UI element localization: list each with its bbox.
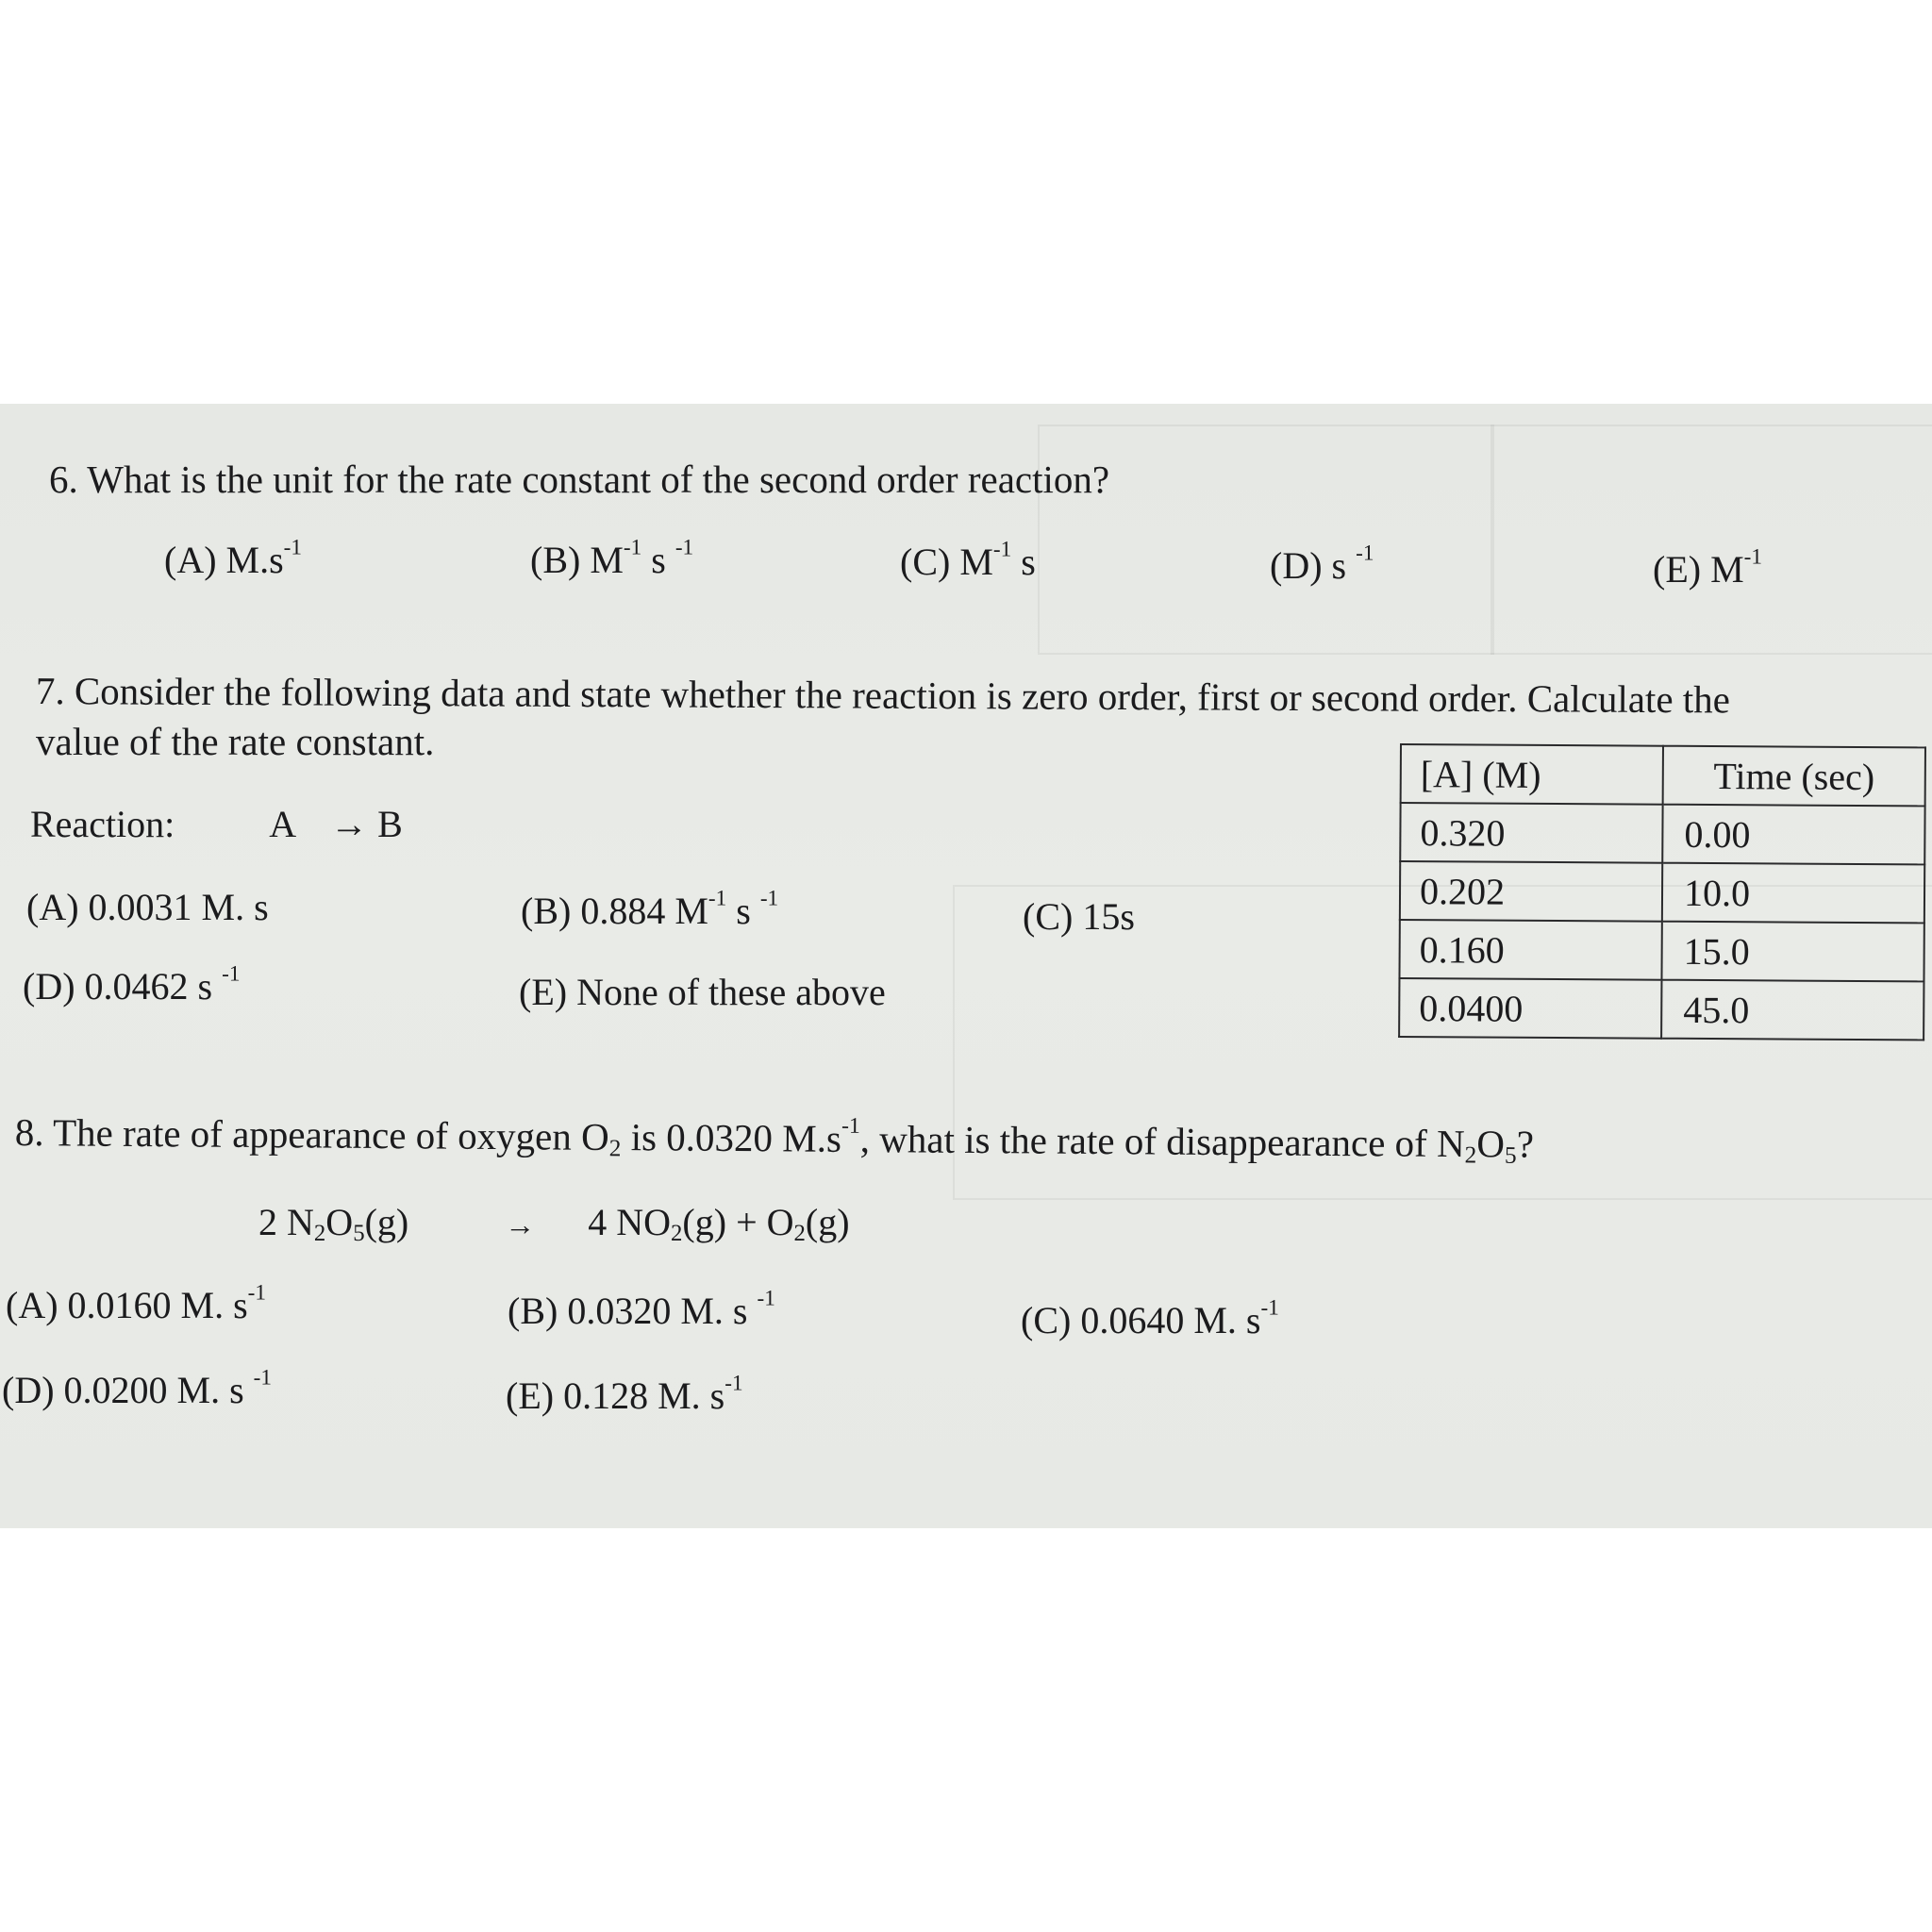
option-unit: M	[959, 541, 993, 583]
table-row	[1399, 920, 1924, 981]
option-label: (B)	[521, 890, 572, 932]
q6-option-e[interactable]	[1653, 544, 1762, 591]
q8-option-c[interactable]	[1021, 1295, 1279, 1341]
table-cell: 0.202	[1400, 861, 1662, 922]
option-value: None of these above	[576, 971, 886, 1013]
subscript: 2	[793, 1221, 806, 1247]
superscript: -1	[841, 1113, 860, 1139]
option-exponent: -1	[623, 535, 642, 560]
reaction-arrow: →	[330, 803, 369, 845]
table-cell: 45.0	[1661, 980, 1924, 1041]
option-label: (D)	[1270, 544, 1323, 587]
option-unit: s	[651, 539, 666, 581]
question-8-prompt: O	[1476, 1122, 1506, 1166]
option-value: 0.0200 M. s	[63, 1369, 244, 1411]
option-exponent: -1	[1743, 544, 1762, 570]
option-value: 0.884	[580, 890, 666, 932]
option-unit: M.s	[225, 539, 284, 581]
option-exponent: -1	[1260, 1295, 1279, 1321]
option-unit: M	[675, 890, 708, 932]
option-value: 15s	[1082, 895, 1135, 938]
product: B	[377, 803, 403, 845]
reactant: A	[269, 803, 297, 845]
table-row	[1400, 803, 1924, 864]
concentration-time-table	[1398, 743, 1926, 1033]
q6-option-c[interactable]	[900, 537, 1036, 583]
column-header-concentration: [A] (M)	[1401, 744, 1663, 805]
coefficient: 4	[588, 1201, 608, 1243]
option-exponent: -1	[708, 886, 727, 911]
option-exponent: -1	[1356, 541, 1374, 566]
reaction-equation	[30, 803, 403, 845]
option-exponent: -1	[724, 1371, 743, 1396]
q7-option-d[interactable]	[23, 961, 241, 1008]
option-label: (C)	[900, 541, 951, 583]
option-value: 0.0462	[84, 965, 189, 1008]
q7-option-b[interactable]	[521, 886, 779, 932]
option-exponent: -1	[675, 535, 694, 560]
option-value: 0.0320 M. s	[567, 1290, 748, 1332]
exam-paper	[0, 404, 1932, 1528]
option-label: (D)	[2, 1369, 55, 1411]
coefficient: 2	[258, 1201, 277, 1243]
option-exponent: -1	[757, 1286, 775, 1311]
option-label: (E)	[519, 971, 568, 1013]
option-unit: s	[736, 890, 751, 932]
formula: O	[325, 1201, 354, 1243]
decomposition-equation	[258, 1201, 850, 1247]
question-7-number: 7.	[35, 669, 65, 713]
question-7-prompt: Consider the following data and state whether the reaction is zero order, first or second order. Calculate the	[74, 669, 1731, 722]
subscript: 2	[671, 1221, 683, 1247]
q7-option-a[interactable]	[26, 886, 269, 928]
option-exponent: -1	[253, 1365, 272, 1391]
reaction-arrow: →	[505, 1208, 536, 1241]
option-value: 0.0031 M. s	[88, 886, 269, 928]
state: (g)	[364, 1201, 409, 1243]
option-label: (C)	[1021, 1299, 1072, 1341]
option-unit: s	[197, 965, 213, 1008]
table-cell: 0.0400	[1399, 978, 1661, 1039]
option-unit: s	[1021, 541, 1036, 583]
reaction-label: Reaction:	[30, 803, 175, 845]
table-cell: 15.0	[1661, 922, 1924, 982]
option-exponent: -1	[759, 886, 779, 911]
data-table	[1398, 743, 1926, 1041]
option-label: (C)	[1023, 895, 1074, 938]
option-label: (D)	[23, 965, 75, 1008]
option-value: 0.0160 M. s	[67, 1284, 248, 1326]
question-6-number: 6.	[49, 458, 78, 501]
subscript: 5	[1504, 1141, 1517, 1169]
q7-option-e[interactable]	[519, 971, 886, 1013]
formula: NO	[616, 1201, 672, 1243]
table-cell: 0.160	[1399, 920, 1661, 980]
option-exponent: -1	[247, 1280, 266, 1306]
subscript: 2	[608, 1135, 622, 1162]
option-label: (E)	[506, 1374, 555, 1417]
q8-option-a[interactable]	[6, 1280, 266, 1326]
table-row	[1400, 861, 1924, 923]
option-exponent: -1	[283, 535, 302, 560]
option-unit: M	[1710, 548, 1744, 591]
subscript: 2	[1464, 1141, 1477, 1169]
option-unit: s	[1331, 544, 1347, 587]
option-exponent: -1	[992, 537, 1012, 562]
q8-option-b[interactable]	[508, 1286, 775, 1332]
question-8-text	[14, 1110, 1535, 1169]
question-8-number: 8.	[14, 1110, 44, 1155]
option-label: (B)	[508, 1290, 558, 1332]
q7-option-c[interactable]	[1023, 895, 1135, 938]
question-6-text	[49, 460, 1109, 499]
q8-option-e[interactable]	[506, 1371, 743, 1417]
option-label: (A)	[6, 1284, 58, 1326]
question-8-prompt: is 0.0320 M.s	[621, 1115, 842, 1160]
option-value: 0.0640 M. s	[1080, 1299, 1261, 1341]
state: (g) + O	[682, 1201, 794, 1243]
table-row	[1399, 978, 1924, 1040]
state: (g)	[805, 1201, 850, 1243]
subscript: 2	[313, 1221, 326, 1247]
option-label: (A)	[26, 886, 79, 928]
option-exponent: -1	[222, 961, 241, 987]
option-label: (A)	[164, 539, 217, 581]
question-7-line-1	[35, 669, 1731, 722]
option-unit: M	[590, 539, 624, 581]
q6-option-d[interactable]	[1270, 541, 1374, 587]
option-value: 0.128 M. s	[563, 1374, 725, 1417]
option-label: (E)	[1653, 548, 1702, 591]
column-header-time: Time (sec)	[1663, 746, 1925, 807]
q8-option-d[interactable]	[2, 1365, 272, 1411]
question-7-prompt-continued: value of the rate constant.	[36, 720, 435, 763]
option-label: (B)	[530, 539, 581, 581]
subscript: 5	[353, 1221, 365, 1247]
question-6-prompt: What is the unit for the rate constant of the second order reaction?	[87, 458, 1110, 501]
bleed-through-table-right	[1491, 425, 1932, 655]
table-cell: 10.0	[1662, 863, 1924, 924]
table-header-row	[1401, 744, 1925, 806]
question-8-prompt: ?	[1516, 1122, 1535, 1166]
formula: N	[287, 1201, 314, 1243]
table-cell: 0.320	[1400, 803, 1662, 863]
q6-option-a[interactable]	[164, 535, 302, 581]
table-cell: 0.00	[1662, 805, 1924, 865]
question-7-line-2	[36, 720, 435, 763]
question-8-prompt: The rate of appearance of oxygen O	[52, 1110, 609, 1158]
question-8-prompt: , what is the rate of disappearance of N	[859, 1117, 1465, 1166]
q6-option-b[interactable]	[530, 535, 694, 581]
